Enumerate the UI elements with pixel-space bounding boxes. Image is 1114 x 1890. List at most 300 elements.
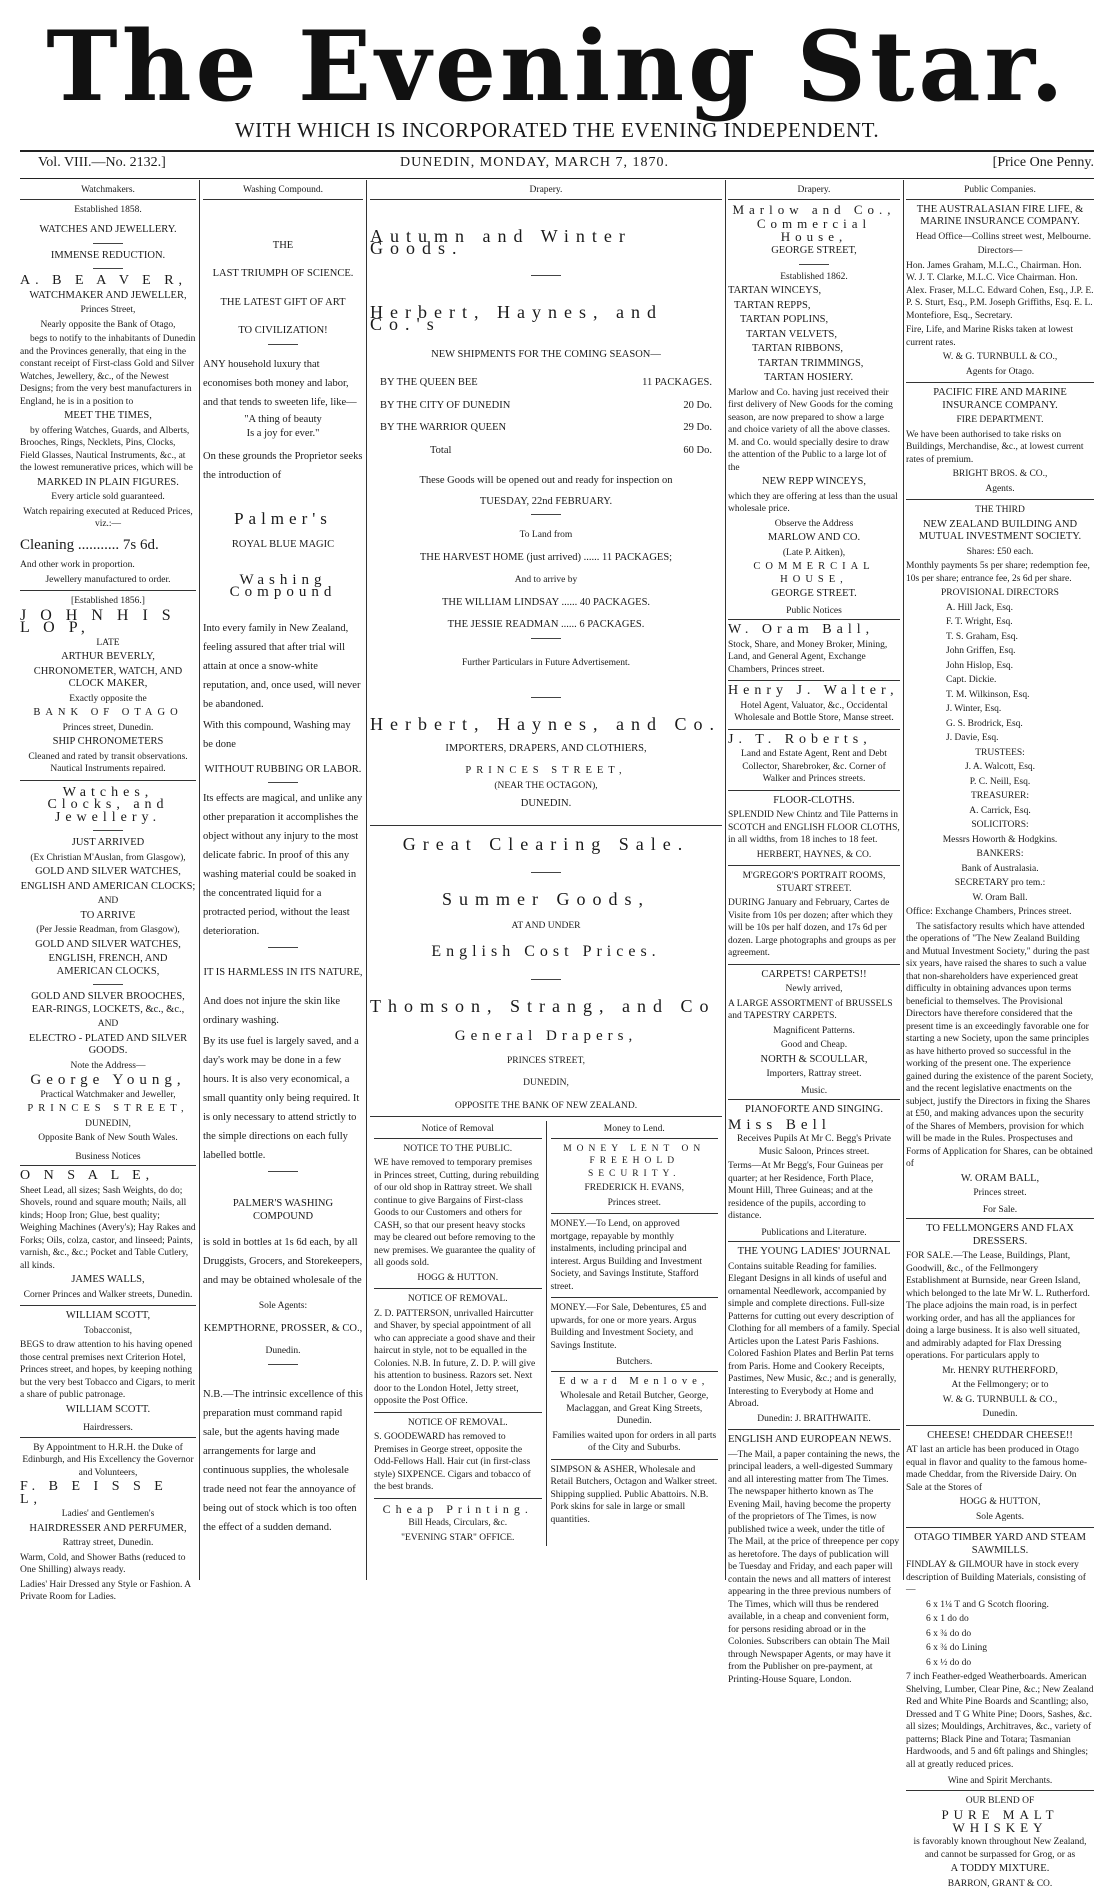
address: PRINCES STREET, xyxy=(20,1103,196,1116)
ad-heading: WATCHES AND JEWELLERY. xyxy=(20,224,196,237)
ship-name: BY THE WARRIOR QUEEN xyxy=(380,422,506,435)
rule xyxy=(20,590,196,591)
rule xyxy=(93,984,123,985)
address: DUNEDIN, xyxy=(370,1077,722,1090)
ad-body: OUR BLEND OF xyxy=(906,1795,1094,1808)
address: Importers, Rattray street. xyxy=(728,1068,900,1081)
ad-body: Sole Agents: xyxy=(203,1300,363,1313)
directors-list xyxy=(906,602,1094,745)
ad-body: MONEY.—For Sale, Debentures, £5 and upwards, for one or more years. Argus Building and Investment Society, and Savings Institute. xyxy=(551,1302,719,1352)
rule xyxy=(93,243,123,244)
director-name: T. M. Wilkinson, Esq. xyxy=(946,689,1094,702)
ad-heading: PIANOFORTE AND SINGING. xyxy=(728,1104,900,1117)
ad-body: Exactly opposite the xyxy=(20,693,196,706)
trustee-name: J. A. Walcott, Esq. xyxy=(906,761,1094,774)
shipment-row xyxy=(380,400,712,413)
rule xyxy=(531,638,561,639)
ad-body: WE have removed to temporary premises in Princes street, Cutting, during rebuilding of our old shop in Rattray street. We shall continue to give Bargains of First-class Goods to our Customers and others for CASH, so that our present heavy stocks may be cleared out before removing to the new premises. We guarantee the quality of all goods sold. xyxy=(374,1157,542,1270)
advertiser-name: George Young, xyxy=(20,1074,196,1087)
advertiser-name: W. & G. TURNBULL & CO., xyxy=(906,1394,1094,1407)
section-heading: For Sale. xyxy=(906,1202,1094,1220)
ad-body: At the Fellmongery; or to xyxy=(906,1379,1094,1392)
ad-body: ENGLISH AND AMERICAN CLOCKS; xyxy=(20,881,196,894)
ad-body: ARTHUR BEVERLY, xyxy=(20,651,196,664)
ad-body: (Ex Christian M'Auslan, from Glasgow), xyxy=(20,852,196,865)
ad-body: SHIP CHRONOMETERS xyxy=(20,736,196,749)
subcolumn-money xyxy=(546,1121,723,1546)
bank-name: Bank of Australasia. xyxy=(906,863,1094,876)
trustee-name: P. C. Neill, Esq. xyxy=(906,776,1094,789)
rule xyxy=(799,264,829,265)
rule xyxy=(906,382,1094,383)
ad-body: Practical Watchmaker and Jeweller, xyxy=(20,1089,196,1102)
director-name: F. T. Wright, Esq. xyxy=(946,616,1094,629)
rule xyxy=(268,1364,298,1365)
timber-item: 6 x 1¼ T and G Scotch flooring. xyxy=(926,1599,1094,1612)
product-name: PALMER'S WASHING COMPOUND xyxy=(203,1198,363,1223)
ad-body: Watch repairing executed at Reduced Prices, viz.:— xyxy=(20,506,196,531)
rule xyxy=(268,344,298,345)
product-name: Palmer's xyxy=(203,513,363,526)
section-heading: Publications and Literature. xyxy=(728,1225,900,1243)
ad-heading: IT IS HARMLESS IN ITS NATURE, xyxy=(203,962,363,984)
ad-heading: THE LATEST GIFT OF ART xyxy=(203,297,363,310)
ad-body: Cleaned and rated by transit observations. Nautical Instruments repaired. xyxy=(20,751,196,776)
masthead xyxy=(0,0,1114,182)
advertiser-name: Thomson, Strang, and Co xyxy=(370,1000,722,1013)
advertiser-name: HOGG & HUTTON, xyxy=(906,1496,1094,1509)
advertiser-name: J. T. Roberts, xyxy=(728,734,900,747)
solicitor-name: Messrs Howorth & Hodgkins. xyxy=(906,834,1094,847)
ad-heading: Great Clearing Sale. xyxy=(370,838,722,851)
ad-body: BANK OF OTAGO xyxy=(20,707,196,720)
established: Established 1862. xyxy=(728,271,900,284)
section-heading: Money to Lend. xyxy=(551,1121,719,1139)
product-name: Washing Compound xyxy=(203,574,363,599)
ad-heading: ENGLISH AND EUROPEAN NEWS. xyxy=(728,1434,900,1447)
ad-body: Shares: £50 each. xyxy=(906,546,1094,559)
ship-qty: 60 Do. xyxy=(683,445,712,458)
ad-body: SPLENDID New Chintz and Tile Patterns in SCOTCH and ENGLISH FLOOR CLOTHS, in all widths, from 18 inches to 18 feet. xyxy=(728,809,900,847)
advertiser-name: THE AUSTRALASIAN FIRE LIFE, & MARINE INSURANCE COMPANY. xyxy=(906,204,1094,229)
ad-heading: LAST TRIUMPH OF SCIENCE. xyxy=(203,268,363,281)
column-1 xyxy=(20,182,196,1582)
ad-body: GOLD AND SILVER WATCHES, xyxy=(20,866,196,879)
section-heading: Public Companies. xyxy=(906,182,1094,200)
section-heading: Hairdressers. xyxy=(20,1420,196,1438)
advertiser-name: HERBERT, HAYNES, & CO. xyxy=(728,849,900,862)
treasurer-name: A. Carrick, Esq. xyxy=(906,805,1094,818)
secretary-name: W. Oram Ball. xyxy=(906,892,1094,905)
director-name: T. S. Graham, Esq. xyxy=(946,631,1094,644)
section-heading: Washing Compound. xyxy=(203,182,363,200)
ad-heading: NOTICE TO THE PUBLIC. xyxy=(374,1143,542,1156)
rule xyxy=(374,1288,542,1289)
section-heading: Public Notices xyxy=(728,603,900,621)
ad-heading: NOTICE OF REMOVAL. xyxy=(374,1417,542,1430)
ad-beaver xyxy=(20,204,196,587)
rule xyxy=(728,1429,900,1430)
rule xyxy=(531,872,561,873)
ad-body: Ladies' and Gentlemen's xyxy=(20,1508,196,1521)
ad-heading: SOLICITORS: xyxy=(906,819,1094,832)
ad-heading: NOTICE OF REMOVAL. xyxy=(374,1293,542,1306)
address: Princes Street, xyxy=(20,304,196,317)
subcolumns xyxy=(370,1121,722,1546)
ad-heading: NEW REPP WINCEYS, xyxy=(728,476,900,489)
director-name: A. Hill Jack, Esq. xyxy=(946,602,1094,615)
column-4 xyxy=(728,182,900,1582)
ad-body: Into every family in New Zealand, feeling assured that after trial will attain at once a snow-white reputation, and, once used, will never be abandoned. xyxy=(203,619,363,714)
ad-body: We have been authorised to take risks on Buildings, Merchandise, &c., at lowest current rates of premium. xyxy=(906,429,1094,467)
rule xyxy=(268,947,298,948)
ad-body: Good and Cheap. xyxy=(728,1039,900,1052)
rule xyxy=(531,514,561,515)
ad-heading: FLOOR-CLOTHS. xyxy=(728,795,900,808)
ad-body: by offering Watches, Guards, and Alberts, Brooches, Rings, Necklets, Pins, Clocks, Field Glasses, Nautical Instruments, &c., at the lowest remunerative prices, which will be xyxy=(20,425,196,475)
address: DUNEDIN. xyxy=(370,798,722,811)
advertiser-name: A. B E A V E R, xyxy=(20,275,196,288)
ad-body: AND xyxy=(20,1018,196,1031)
ad-heading: CARPETS! CARPETS!! xyxy=(728,969,900,982)
ship-qty: 11 PACKAGES. xyxy=(642,377,712,390)
ad-body: Monthly payments 5s per share; redemption fee, 10s per share; entrance fee, 2s 6d per share. xyxy=(906,560,1094,585)
section-heading: Drapery. xyxy=(728,182,900,200)
ad-body: THE xyxy=(203,240,363,253)
rule xyxy=(20,1305,196,1306)
ad-body: THE HARVEST HOME (just arrived) ...... 11 PACKAGES; xyxy=(370,552,722,565)
address: Dunedin. xyxy=(203,1345,363,1358)
ad-body: Observe the Address xyxy=(728,518,900,531)
timber-item: 6 x 1 do do xyxy=(926,1613,1094,1626)
ad-body: Jewellery manufactured to order. xyxy=(20,574,196,587)
ad-body: DURING January and February, Cartes de Visite from 10s per dozen; after which they will be 10s per half dozen, and 17s 6d per dozen. Large photographs and groups as per agreement. xyxy=(728,897,900,960)
advertiser-name: W. & G. TURNBULL & CO., xyxy=(906,351,1094,364)
address: GEORGE STREET, xyxy=(728,245,900,258)
timber-list xyxy=(906,1599,1094,1670)
ad-heading: English Cost Prices. xyxy=(370,946,722,959)
price-line: Cleaning ........... 7s 6d. xyxy=(20,539,196,552)
ad-heading: BANKERS: xyxy=(906,848,1094,861)
ad-body: The satisfactory results which have attended the operations of "The New Zealand Building and Mutual Investment Society," during the past six years, have raised the shares to such a value that non-shareholders have experienced great difficulty in obtaining advances upon terms beneficial to themselves. The Provisional Directors have therefore considered that the present time is an exceedingly favorable one for starting a new Society, upon the same principles as have hitherto proved so successful in the working of the present one. The experience gained during the existence of the parent Society, and the recent legislative enactments on the subject, justify the Directors in fixing the Shares at £50, and making advances upon the security of the Shares of Members, provision for which will be made in the Rules. Prospectuses and Forms of Application for Shares, can be obtained of xyxy=(906,921,1094,1171)
ad-body: Newly arrived, xyxy=(728,983,900,996)
ad-body: "EVENING STAR" OFFICE. xyxy=(374,1532,542,1545)
established: Established 1858. xyxy=(20,204,196,217)
quote: "A thing of beauty xyxy=(203,414,363,427)
ad-body: N.B.—The intrinsic excellence of this preparation must command rapid sale, but the agents having made arrangements for large and continuous supplies, the wholesale trade need not fear the annoyance of being out of stock which is too often the effect of a sudden demand. xyxy=(203,1385,363,1537)
ad-heading: OTAGO TIMBER YARD AND STEAM SAWMILLS. xyxy=(906,1532,1094,1557)
rule xyxy=(728,964,900,965)
ad-heading: Autumn and Winter Goods. xyxy=(370,230,722,255)
ad-heading: CHEESE! CHEDDAR CHEESE!! xyxy=(906,1430,1094,1443)
subcolumn-removal xyxy=(370,1121,546,1546)
director-name: J. Winter, Esq. xyxy=(946,703,1094,716)
advertiser-name: Mr. HENRY RUTHERFORD, xyxy=(906,1365,1094,1378)
ad-body: IMPORTERS, DRAPERS, AND CLOTHIERS, xyxy=(370,743,722,756)
ad-body: AT last an article has been produced in Otago equal in flavor and quality to the famous home-made Cheddar, from the Riverside Dairy. On Sale at the Stores of xyxy=(906,1444,1094,1494)
ad-body: FOR SALE.—The Lease, Buildings, Plant, Goodwill, &c., of the Fellmongery Establishment at Burnside, near Green Island, which belonged to the late Mr W. L. Rutherford. The place adjoins the main road, is in perfect working order, and has all the appliances for doing a large business. It is also well situated, and admirably adapted for Flax Dressing operations. For particulars apply to xyxy=(906,1250,1094,1363)
column-3 xyxy=(370,182,722,1582)
ad-heading: General Drapers, xyxy=(370,1030,722,1043)
ad-body: TO ARRIVE xyxy=(20,910,196,923)
advertiser-name: W. Oram Ball, xyxy=(728,624,900,637)
advertiser-title: WATCHMAKER AND JEWELLER, xyxy=(20,290,196,303)
advertiser-name: HOGG & HUTTON. xyxy=(374,1272,542,1285)
shipment-row xyxy=(380,445,712,458)
ad-heading: PROVISIONAL DIRECTORS xyxy=(906,587,1094,600)
address: Dunedin. xyxy=(906,1408,1094,1421)
rule xyxy=(20,780,196,781)
ad-body: AT AND UNDER xyxy=(370,920,722,933)
ad-body: Receives Pupils At Mr C. Begg's Private Music Saloon, Princes street. xyxy=(728,1133,900,1158)
ship-name: Total xyxy=(430,445,451,458)
ad-heading: IMMENSE REDUCTION. xyxy=(20,250,196,263)
ad-body: THE JESSIE READMAN ...... 6 PACKAGES. xyxy=(370,619,722,632)
rule xyxy=(531,275,561,276)
address: GEORGE STREET. xyxy=(728,588,900,601)
ad-body: Families waited upon for orders in all parts of the City and Suburbs. xyxy=(551,1430,719,1455)
address: DUNEDIN, xyxy=(20,1118,196,1131)
ad-body: ENGLISH, FRENCH, AND AMERICAN CLOCKS, xyxy=(20,953,196,978)
ad-body: These Goods will be opened out and ready for inspection on xyxy=(370,475,722,488)
advertiser-name: NORTH & SCOULLAR, xyxy=(728,1054,900,1067)
address: Office: Exchange Chambers, Princes street. xyxy=(906,906,1094,919)
address: Nearly opposite the Bank of Otago, xyxy=(20,319,196,332)
column-divider xyxy=(903,180,904,1580)
timber-item: 6 x ¾ do do xyxy=(926,1628,1094,1641)
product-name: ROYAL BLUE MAGIC xyxy=(203,539,363,552)
section-heading: Music. xyxy=(728,1083,900,1101)
ad-body: begs to notify to the inhabitants of Dunedin and the Provinces generally, that eing in the constant receipt of First-class Gold and Silver Watches, Jewellery, &c., of the Newest Designs; from the very best manufacturers in England, he is in a position to xyxy=(20,333,196,408)
ad-body: 7 inch Feather-edged Weatherboards. American Shelving, Lumber, Clear Pine, &c.; New Zealand Red and White Pine Boards and Scantling; also, Dressed and T G White Pine; Doors, Sashes, &c. all sizes; Mouldings, Architraves, &c., variety of patterns; Black Pine and Totara; Tasmanian Hardwoods, and 5 and 6ft palings and Shingles; all at greatly reduced prices. xyxy=(906,1671,1094,1771)
ship-qty: 29 Do. xyxy=(683,422,712,435)
ad-body: Further Particulars in Future Advertisement. xyxy=(370,657,722,670)
director-name: John Hislop, Esq. xyxy=(946,660,1094,673)
ad-body: FINDLAY & GILMOUR have in stock every description of Building Materials, consisting of— xyxy=(906,1559,1094,1597)
advertiser-name: FREDERICK H. EVANS, xyxy=(551,1182,719,1195)
address: OPPOSITE THE BANK OF NEW ZEALAND. xyxy=(370,1100,722,1113)
ad-body: Hon. James Graham, M.L.C., Chairman. Hon. W. J. T. Clarke, M.L.C. Vice Chairman. Hon. Alex. Fraser, M.L.C. Edward Cohen, Esq., J.P. E. P. S. Sturt, Esq., P.M. Joseph Griffiths, Esq. E. L. Montefiore, Esq., Secretary. xyxy=(906,260,1094,323)
ad-body: SIMPSON & ASHER, Wholesale and Retail Butchers, Octagon and Walker street. Shipping supplied. Public Abattoirs. N.B. Pork skins for sale in large or small quantities. xyxy=(551,1464,719,1527)
price: [Price One Penny. xyxy=(993,155,1094,171)
ad-body: With this compound, Washing may be done xyxy=(203,716,363,754)
ad-body: —The Mail, a paper containing the news, the principal leaders, a well-digested Summary and all interesting matter from The Times. The newspaper hitherto known as The Evening Mail, having become the property of the proprietors of The Times, is now published twice a week, under the title of The Mail, at the price of threepence per copy as heretofore. The days of publication will be Tuesday and Friday, and each paper will contain the news and all matters of interest appearing in the three previous numbers of The Times, which will thus be rendered available, in a cheap and convenient form, for persons residing abroad or in the Colonies. Subscribers can obtain The Mail through Newspaper Agents, or may have it from the Publisher on pre-payment, at Printing-House Square, London. xyxy=(728,1449,900,1687)
rule xyxy=(268,782,298,783)
ad-body: Tobacconist, xyxy=(20,1325,196,1338)
ad-body: Land and Estate Agent, Rent and Debt Collector, Sharebroker, &c. Corner of Walker and Princes streets. xyxy=(728,748,900,786)
ad-heading: Summer Goods, xyxy=(370,893,722,906)
ad-body: By Appointment to H.R.H. the Duke of Edinburgh, and His Excellency the Governor and Volunteers, xyxy=(20,1442,196,1480)
section-heading: Watchmakers. xyxy=(20,182,196,200)
tartan-item: TARTAN TRIMMINGS, xyxy=(728,358,900,371)
ad-body: S. GOODEWARD has removed to Premises in George street, opposite the Odd-Fellows Hall. Hair cut (in first-class style) SIXPENCE. Cigars and tobacco of the best brands. xyxy=(374,1431,542,1494)
masthead-rule-bottom xyxy=(20,178,1094,179)
director-name: G. S. Brodrick, Esq. xyxy=(946,718,1094,731)
ad-body: GOLD AND SILVER BROOCHES, EAR-RINGS, LOCKETS, &c., &c., xyxy=(20,991,196,1016)
ad-body: Hotel Agent, Valuator, &c., Occidental Wholesale and Bottle Store, Manse street. xyxy=(728,700,900,725)
dateline: DUNEDIN, MONDAY, MARCH 7, 1870. xyxy=(400,155,669,171)
ad-hislop xyxy=(20,595,196,776)
advertiser-name: KEMPTHORNE, PROSSER, & CO., xyxy=(203,1323,363,1336)
ship-name: BY THE CITY OF DUNEDIN xyxy=(380,400,510,413)
tartan-item: TARTAN VELVETS, xyxy=(728,329,900,342)
advertiser-name: Herbert, Haynes, and Co.'s xyxy=(370,306,722,331)
ship-qty: 20 Do. xyxy=(683,400,712,413)
address: PRINCES STREET, xyxy=(370,765,722,778)
tartan-item: TARTAN HOSIERY. xyxy=(728,372,900,385)
advertiser-name: Herbert, Haynes, and Co. xyxy=(370,718,722,731)
ad-body: is favorably known throughout New Zealand, and cannot be surpassed for Grog, or as xyxy=(906,1836,1094,1861)
rule xyxy=(370,825,722,826)
ad-body: Directors— xyxy=(906,245,1094,258)
tartan-item: TARTAN RIBBONS, xyxy=(728,343,900,356)
rule xyxy=(728,729,900,730)
ad-body: THE THIRD xyxy=(906,504,1094,517)
ad-body: Agents for Otago. xyxy=(906,366,1094,379)
rule xyxy=(906,1425,1094,1426)
ad-heading: THE YOUNG LADIES' JOURNAL xyxy=(728,1246,900,1259)
ad-body: THE WILLIAM LINDSAY ...... 40 PACKAGES. xyxy=(370,597,722,610)
ad-body: And other work in proportion. xyxy=(20,559,196,572)
ad-body: Sole Agents. xyxy=(906,1511,1094,1524)
ad-heading: MONEY LENT ON FREEHOLD SECURITY. xyxy=(551,1143,719,1181)
ad-heading: MEET THE TIMES, xyxy=(20,410,196,423)
ad-body: Z. D. PATTERSON, unrivalled Haircutter and Shaver, by special appointment of all who can appreciate a good shave and their haircut in style, not to be equalled in the Colonies. N.B. In future, Z. D. P. will give his attention to business. Razors set. Next door to the London Hotel, Jetty street, opposite the Post Office. xyxy=(374,1308,542,1408)
ad-walls xyxy=(20,1170,196,1301)
ad-body: Terms—At Mr Begg's, Four Guineas per quarter; at her Residence, Forth Place, Mount Hill, Three Guineas; and at the residence of the pupils, according to distance. xyxy=(728,1160,900,1223)
ad-body: On these grounds the Proprietor seeks the introduction of xyxy=(203,447,363,485)
ad-young xyxy=(20,787,196,1145)
advertiser-name: J O H N H I S L O P, xyxy=(20,610,196,635)
advertiser-name: WILLIAM SCOTT. xyxy=(20,1404,196,1417)
advertiser-name: Henry J. Walter, xyxy=(728,685,900,698)
rule xyxy=(531,697,561,698)
shipment-row xyxy=(380,422,712,435)
ad-body: BEGS to draw attention to his having opened those central premises next Criterion Hotel, Princes street, and hopes, by keeping nothing but the very best Tobacco and Cigars, to merit a share of public patronage. xyxy=(20,1339,196,1402)
ad-heading: FIRE DEPARTMENT. xyxy=(906,414,1094,427)
column-divider xyxy=(366,180,367,1580)
tartan-list xyxy=(728,285,900,385)
rule xyxy=(906,1527,1094,1528)
advertiser-name: W. ORAM BALL, xyxy=(906,1173,1094,1186)
ad-heading: M'GREGOR'S PORTRAIT ROOMS, STUART STREET. xyxy=(728,870,900,895)
ad-heading: TO CIVILIZATION! xyxy=(203,325,363,338)
ad-body: (Per Jessie Readman, from Glasgow), xyxy=(20,924,196,937)
advertiser-name: Miss Bell xyxy=(728,1119,900,1132)
rule xyxy=(551,1459,719,1460)
ad-heading: Cheap Printing. xyxy=(374,1503,542,1516)
ad-body: Sheet Lead, all sizes; Sash Weights, do do; Shovels, round and square mouth; Nails, all kinds; Hoop Iron; Glue, best quality; Weighing Machines (Avery's); Hay Rakes and Forks; Oils, colza, castor, and linseed; Paints, varnish, &c., &c.; Pocket and Table Cutlery, all kinds. xyxy=(20,1185,196,1273)
tartan-item: TARTAN REPPS, xyxy=(728,300,900,313)
volume-number: Vol. VIII.—No. 2132.] xyxy=(38,155,166,171)
ad-body: Magnificent Patterns. xyxy=(728,1025,900,1038)
column-divider xyxy=(725,180,726,1580)
tartan-item: TARTAN WINCEYS, xyxy=(728,285,900,298)
ad-heading: TREASURER: xyxy=(906,790,1094,803)
ad-body: And does not injure the skin like ordinary washing. xyxy=(203,992,363,1030)
newspaper-subtitle: WITH WHICH IS INCORPORATED THE EVENING INDEPENDENT. xyxy=(0,118,1114,143)
advertiser-name: Dunedin: J. BRAITHWAITE. xyxy=(728,1413,900,1426)
advertiser-name: Edward Menlove, xyxy=(551,1376,719,1389)
ad-heading: MARKED IN PLAIN FIGURES. xyxy=(20,477,196,490)
ad-heading: COMMERCIAL HOUSE, xyxy=(728,561,900,586)
ad-body: Ladies' Hair Dressed any Style or Fashion. A Private Room for Ladies. xyxy=(20,1579,196,1604)
section-heading: Butchers. xyxy=(551,1354,719,1372)
section-heading: Notice of Removal xyxy=(374,1121,542,1139)
column-divider xyxy=(199,180,200,1580)
ad-body: MONEY.—To Lend, on approved mortgage, repayable by monthly instalments, including principal and interest. Argus Building and Investment Society, and Savings Institute, Stafford street. xyxy=(551,1218,719,1293)
ad-body: GOLD AND SILVER WATCHES, xyxy=(20,939,196,952)
ad-body: JUST ARRIVED xyxy=(20,837,196,850)
ad-body: is sold in bottles at 1s 6d each, by all Druggists, Grocers, and Storekeepers, and may be obtained wholesale of the xyxy=(203,1233,363,1290)
ship-name: BY THE QUEEN BEE xyxy=(380,377,478,390)
rule xyxy=(268,1171,298,1172)
ad-body: NEW SHIPMENTS FOR THE COMING SEASON— xyxy=(370,349,722,362)
ad-body: Its effects are magical, and unlike any other preparation it accomplishes the object without any injury to the most delicate fabric. In proof of this any washing material could be soaked in the concentrated liquid for a protracted period, without the least deterioration. xyxy=(203,789,363,941)
advertiser-name: F. B E I S S E L, xyxy=(20,1481,196,1506)
address: Rattray street, Dunedin. xyxy=(20,1537,196,1550)
advertiser-name: WILLIAM SCOTT, xyxy=(20,1310,196,1323)
ad-body: Head Office—Collins street west, Melbourne. xyxy=(906,231,1094,244)
ad-body: AND xyxy=(20,895,196,908)
address: Opposite Bank of New South Wales. xyxy=(20,1132,196,1145)
ad-heading: SECRETARY pro tem.: xyxy=(906,877,1094,890)
rule xyxy=(374,1412,542,1413)
section-heading: Business Notices xyxy=(20,1149,196,1167)
advertiser-name: Marlow and Co., xyxy=(728,204,900,217)
ad-body: By its use fuel is largely saved, and a day's work may be done in a few hours. It is also very economical, a small quantity only being required. It is only necessary to attend strictly to the simple directions on each fully labelled bottle. xyxy=(203,1032,363,1165)
ad-heading: TO FELLMONGERS AND FLAX DRESSERS. xyxy=(906,1223,1094,1248)
ad-heading: Commercial House, xyxy=(728,218,900,243)
ad-heading: A TODDY MIXTURE. xyxy=(906,1863,1094,1876)
ad-body: Stock, Share, and Money Broker, Mining, Land, and General Agent, Exchange Chambers, Princes street. xyxy=(728,639,900,677)
ad-body: ELECTRO - PLATED AND SILVER GOODS. xyxy=(20,1033,196,1058)
rule xyxy=(906,499,1094,500)
rule xyxy=(551,1213,719,1214)
address: Princes street, Dunedin. xyxy=(20,722,196,735)
ad-heading: PURE MALT WHISKEY xyxy=(906,1809,1094,1834)
director-name: John Griffen, Esq. xyxy=(946,645,1094,658)
column-5 xyxy=(906,182,1094,1582)
ad-scott xyxy=(20,1310,196,1416)
ad-body: LATE xyxy=(20,637,196,650)
advertiser-name: PACIFIC FIRE AND MARINE INSURANCE COMPANY. xyxy=(906,387,1094,412)
ad-body: (Late P. Aitken), xyxy=(728,547,900,560)
ad-body: HAIRDRESSER AND PERFUMER, xyxy=(20,1523,196,1536)
ad-body: Contains suitable Reading for families. Elegant Designs in all kinds of useful and ornamental Needlework, accompanied by simple and complete directions. Full-size Patterns for cutting out every description of Clothing for all members of a family. Special Articles upon the Latest Paris Fashions. Colored Fashion Plates and Berlin Pat terns from Paris. Home and Cookery Receipts, Pastimes, New Music, &c.; and is generally, Interesting to Everybody at Home and Abroad. xyxy=(728,1261,900,1411)
quote: Is a joy for ever." xyxy=(203,428,363,441)
advertiser-name: NEW ZEALAND BUILDING AND MUTUAL INVESTMENT SOCIETY. xyxy=(906,519,1094,544)
ad-body: A LARGE ASSORTMENT of BRUSSELS and TAPESTRY CARPETS. xyxy=(728,998,900,1023)
ad-heading: O N S A L E, xyxy=(20,1170,196,1183)
newspaper-title: The Evening Star. xyxy=(0,12,1114,122)
column-2 xyxy=(203,182,363,1582)
ad-body: Note the Address— xyxy=(20,1060,196,1073)
rule xyxy=(728,790,900,791)
ad-body: Agents. xyxy=(906,483,1094,496)
address: Princes street. xyxy=(551,1197,719,1210)
timber-item: 6 x ½ do do xyxy=(926,1657,1094,1670)
masthead-rule-top xyxy=(20,150,1094,152)
ad-body: And to arrive by xyxy=(370,574,722,587)
ad-body: Bill Heads, Circulars, &c. xyxy=(374,1517,542,1530)
established: [Established 1856.] xyxy=(20,595,196,608)
shipment-row xyxy=(380,377,712,390)
ad-body: Every article sold guaranteed. xyxy=(20,491,196,504)
ad-body: Marlow and Co. having just received their first delivery of New Goods for the coming season, are now prepared to show a large and choice variety of all the above classes. M. and Co. would specially desire to draw the attention of the Public to a large lot of the xyxy=(728,387,900,475)
rule xyxy=(728,865,900,866)
ad-body: To Land from xyxy=(370,529,722,542)
